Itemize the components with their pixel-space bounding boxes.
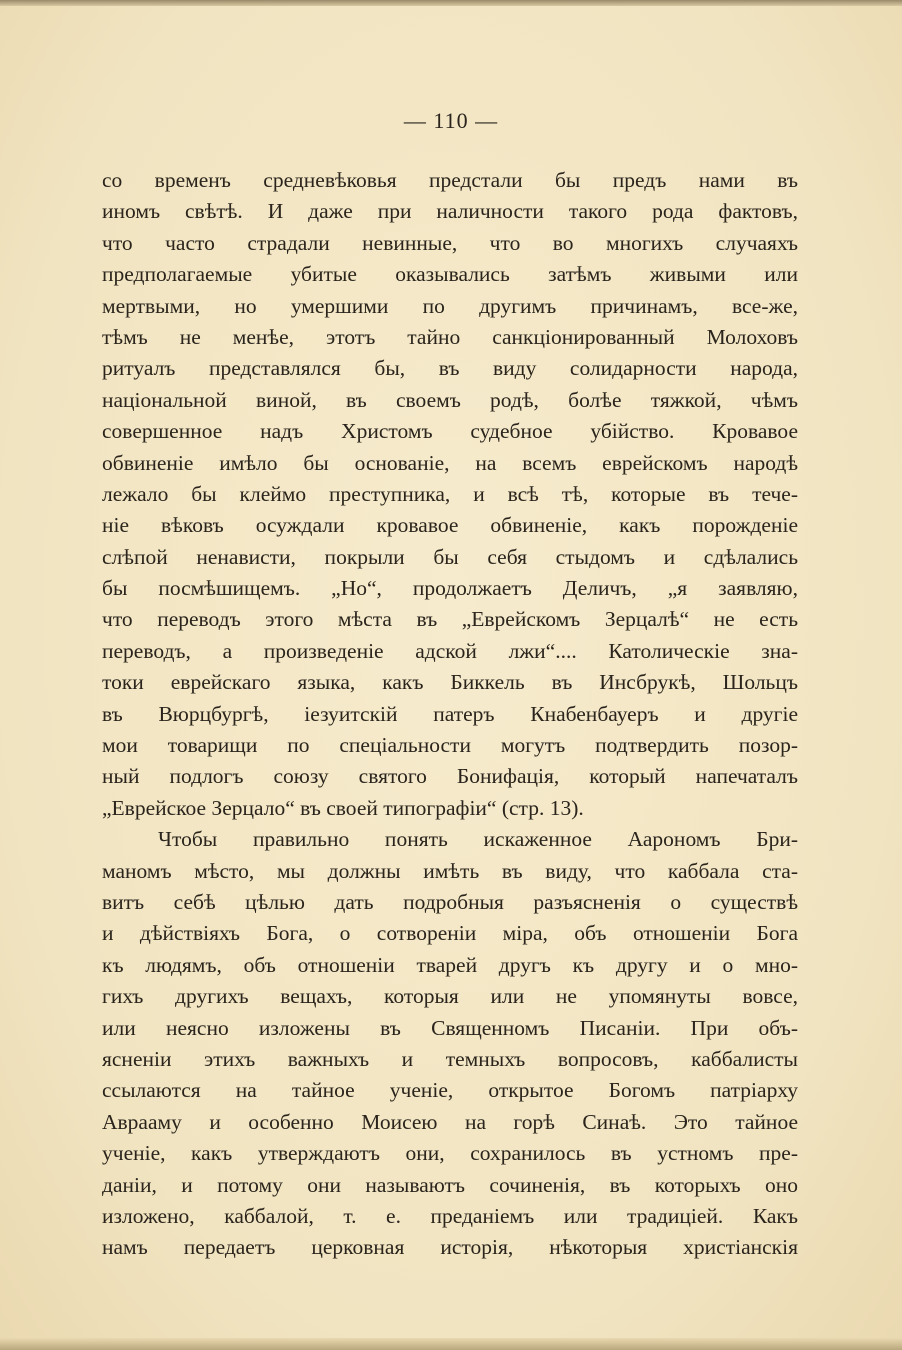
- text-line: мертвыми, но умершими по другимъ причинамъ, все-же,: [102, 293, 798, 318]
- text-line: „Еврейское Зерцало“ въ своей типографіи“ (стр. 13).: [102, 795, 584, 820]
- text-line: или неясно изложены въ Священномъ Писаніи. При объ-: [102, 1015, 798, 1040]
- text-line: лежало бы клеймо преступника, и всѣ тѣ, которые въ тече-: [102, 481, 798, 506]
- text-line: ритуалъ представлялся бы, въ виду солидарности народа,: [102, 356, 798, 381]
- text-line: со временъ средневѣковья предстали бы предъ нами въ: [102, 168, 798, 192]
- text-line: ученіе, какъ утверждаютъ они, сохранилось въ устномъ пре-: [102, 1141, 798, 1166]
- text-line: національной виной, въ своемъ родѣ, болѣе тяжкой, чѣмъ: [102, 387, 798, 412]
- text-line: что часто страдали невинные, что во многихъ случаяхъ: [102, 230, 798, 255]
- text-line: Чтобы правильно понять искаженное Аарономъ Бри-: [158, 827, 798, 852]
- text-line: предполагаемые убитые оказывались затѣмъ живыми или: [102, 262, 798, 287]
- page-number: — 110 —: [403, 108, 499, 133]
- text-line: иномъ свѣтѣ. И даже при наличности такого рода фактовъ,: [102, 199, 798, 224]
- text-line: въ Вюрцбургѣ, іезуитскій патеръ Кнабенбауеръ и другіе: [102, 701, 798, 726]
- text-line: гихъ другихъ вещахъ, которыя или не упомянуты вовсе,: [102, 984, 798, 1009]
- text-line: и дѣйствіяхъ Бога, о сотвореніи міра, объ отношеніи Бога: [102, 921, 798, 946]
- bottom-edge-shadow: [0, 1338, 902, 1350]
- text-line: изложено, каббалой, т. е. преданіемъ или традиціей. Какъ: [102, 1203, 798, 1228]
- text-line: ніе вѣковъ осуждали кровавое обвиненіе, какъ порожденіе: [102, 513, 798, 538]
- text-line: ясненіи этихъ важныхъ и темныхъ вопросовъ, каббалисты: [102, 1046, 798, 1071]
- text-line: мои товарищи по спеціальности могутъ подтвердить позор-: [102, 733, 798, 758]
- text-line: переводъ, а произведеніе адской лжи“.... Католическіе зна-: [102, 638, 798, 663]
- text-line: что переводъ этого мѣста въ „Еврейскомъ Зерцалѣ“ не есть: [102, 607, 798, 632]
- text-line: токи еврейскаго языка, какъ Биккель въ Инсбрукѣ, Шольцъ: [102, 670, 798, 695]
- text-line: бы посмѣшищемъ. „Но“, продолжаетъ Деличъ, „я заявляю,: [102, 576, 798, 601]
- text-line: намъ передаетъ церковная исторія, нѣкоторыя христіанскія: [102, 1235, 798, 1260]
- paragraph-1: [102, 165, 798, 824]
- body-text: [102, 165, 798, 1264]
- top-edge-shadow: [0, 0, 902, 6]
- text-line: даніи, и потому они называютъ сочиненія, въ которыхъ оно: [102, 1172, 798, 1197]
- text-line: ный подлогъ союзу святого Бонифація, который напечаталъ: [102, 764, 798, 789]
- text-line: обвиненіе имѣло бы основаніе, на всемъ еврейскомъ народѣ: [102, 450, 798, 475]
- paragraph-2: [102, 824, 798, 1263]
- text-line: Аврааму и особенно Моисею на горѣ Синаѣ. Это тайное: [102, 1109, 798, 1134]
- text-line: къ людямъ, объ отношеніи тварей другъ къ другу и о мно-: [102, 952, 798, 977]
- text-line: тѣмъ не менѣе, этотъ тайно санкціонированный Молоховъ: [102, 324, 798, 349]
- text-line: совершенное надъ Христомъ судебное убійство. Кровавое: [102, 419, 798, 444]
- text-line: витъ себѣ цѣлью дать подробныя разъясненія о существѣ: [102, 889, 798, 914]
- text-line: слѣпой ненависти, покрыли бы себя стыдомъ и сдѣлались: [102, 544, 798, 569]
- text-line: маномъ мѣсто, мы должны имѣть въ виду, что каббала ста-: [102, 858, 798, 883]
- text-line: ссылаются на тайное ученіе, открытое Богомъ патріарху: [102, 1078, 798, 1103]
